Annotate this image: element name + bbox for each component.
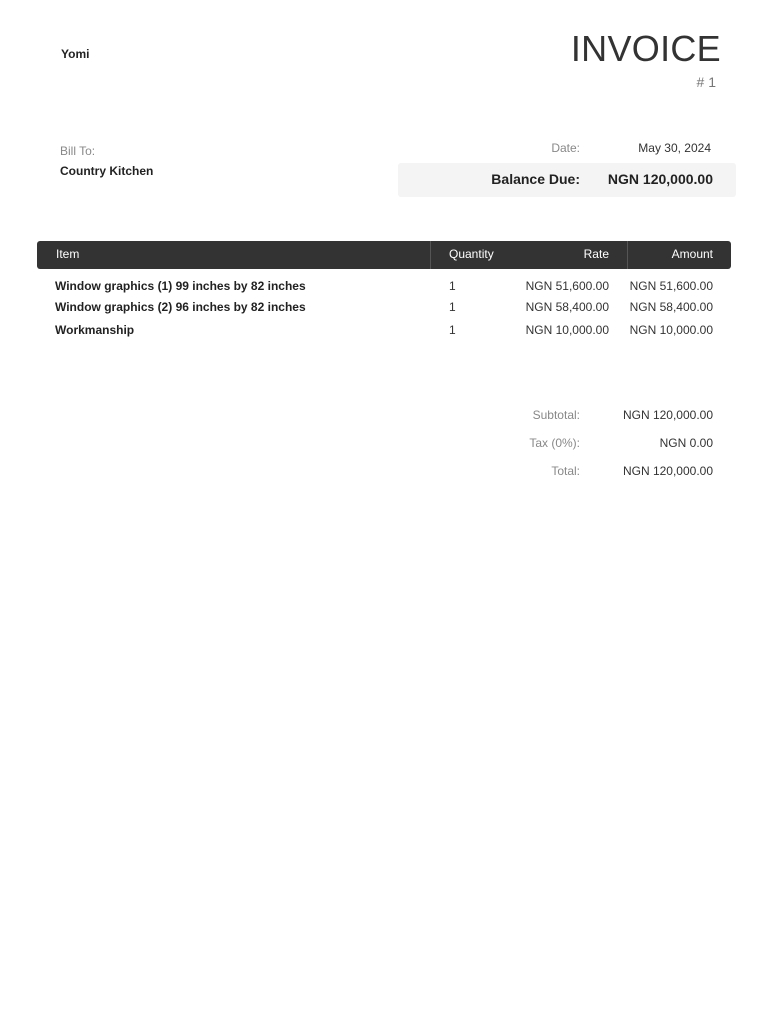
subtotal-value: NGN 120,000.00 [622, 408, 713, 422]
table-row [0, 279, 768, 299]
balance-due-value: NGN 120,000.00 [607, 171, 713, 187]
total-value: NGN 120,000.00 [622, 464, 713, 478]
line-item-quantity: 1 [449, 323, 456, 337]
bill-to-label: Bill To: [60, 144, 96, 158]
column-header-quantity: Quantity [449, 247, 494, 261]
line-item-description: Window graphics (1) 99 inches by 82 inches [55, 279, 306, 293]
bill-to-name: Country Kitchen [60, 164, 154, 178]
header-divider [430, 241, 431, 269]
table-row [0, 300, 768, 320]
column-header-item: Item [56, 247, 80, 261]
line-item-rate: NGN 51,600.00 [525, 279, 609, 293]
line-item-quantity: 1 [449, 279, 456, 293]
column-header-rate: Rate [583, 247, 609, 261]
invoice-title: INVOICE [570, 28, 721, 69]
table-row [0, 323, 768, 343]
tax-value: NGN 0.00 [659, 436, 713, 450]
line-item-description: Window graphics (2) 96 inches by 82 inches [55, 300, 306, 314]
subtotal-label: Subtotal: [532, 408, 580, 422]
line-item-quantity: 1 [449, 300, 456, 314]
line-item-amount: NGN 51,600.00 [629, 279, 713, 293]
line-item-amount: NGN 10,000.00 [629, 323, 713, 337]
line-item-description: Workmanship [55, 323, 135, 337]
date-value: May 30, 2024 [638, 141, 711, 155]
from-name: Yomi [61, 47, 90, 61]
column-header-amount: Amount [671, 247, 713, 261]
total-label: Total: [551, 464, 580, 478]
invoice-number: # 1 [696, 74, 716, 90]
header-divider [627, 241, 628, 269]
tax-label: Tax (0%): [529, 436, 580, 450]
balance-due-label: Balance Due: [491, 171, 580, 187]
line-item-amount: NGN 58,400.00 [629, 300, 713, 314]
date-label: Date: [551, 141, 580, 155]
line-item-rate: NGN 58,400.00 [525, 300, 609, 314]
line-item-rate: NGN 10,000.00 [525, 323, 609, 337]
